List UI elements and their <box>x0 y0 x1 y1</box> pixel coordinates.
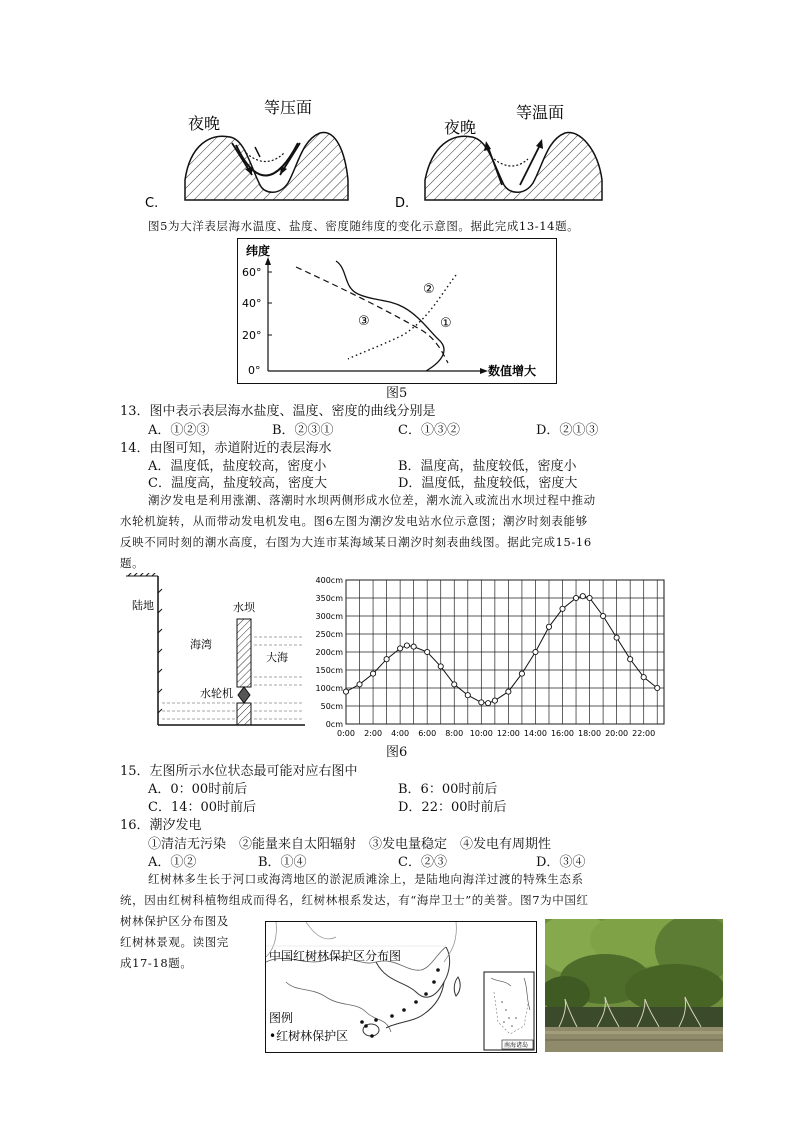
q15-option-a[interactable]: A．0：00时前后 <box>148 782 248 797</box>
figure5-chart <box>238 239 556 383</box>
q14-stem: 14．由图可知，赤道附近的表层海水 <box>120 441 332 456</box>
x-tick-label: 12:00 <box>496 729 520 738</box>
fig6-turbine-label: 水轮机 <box>200 687 233 700</box>
q13-option-d[interactable]: D．②①③ <box>536 423 599 438</box>
d-night-label: 夜晚 <box>444 118 477 137</box>
figure6-right <box>312 574 672 744</box>
figure7-map <box>265 921 537 1053</box>
q15-option-d[interactable]: D．22：00时前后 <box>398 800 507 815</box>
x-tick-label: 18:00 <box>578 729 602 738</box>
q15-option-c[interactable]: C．14：00时前后 <box>148 800 257 815</box>
fig6-dam-label: 水坝 <box>233 601 255 614</box>
tide-paragraph-line1: 潮汐发电是利用涨潮、落潮时水坝两侧形成水位差，潮水流入或流出水坝过程中推动 <box>148 493 596 507</box>
mangrove-paragraph-line4: 红树林景观。读图完 <box>120 935 229 949</box>
tide-data-point <box>506 689 511 694</box>
x-tick-label: 2:00 <box>364 729 383 738</box>
fig6-land-label: 陆地 <box>132 599 154 612</box>
q16-stem: 16．潮汐发电 <box>120 818 202 833</box>
fig6-sea-label: 大海 <box>266 651 288 664</box>
c-night-label: 夜晚 <box>188 114 221 133</box>
mangrove-photo-drawing <box>545 919 723 1052</box>
fig5-xlabel: 数值增大 <box>488 364 537 378</box>
x-tick-label: 6:00 <box>418 729 437 738</box>
x-tick-label: 22:00 <box>632 729 656 738</box>
tide-series-line <box>346 596 657 703</box>
x-tick-label: 8:00 <box>445 729 464 738</box>
figure-d <box>390 95 620 215</box>
q14-option-d[interactable]: D．温度低，盐度较低，密度大 <box>398 476 578 491</box>
tide-paragraph-line4: 题。 <box>120 556 145 570</box>
q13-option-c[interactable]: C．①③② <box>398 423 460 438</box>
d-letter: D. <box>395 196 410 211</box>
q13-option-b[interactable]: B．②③① <box>272 423 334 438</box>
c-isobar-label: 等压面 <box>264 98 313 117</box>
tide-data-point <box>343 689 348 694</box>
fig5-label-3: ③ <box>358 314 370 329</box>
tide-data-point <box>485 701 490 706</box>
figure5 <box>237 238 557 384</box>
y-tick-label: 350cm <box>315 594 343 603</box>
q16-option-a[interactable]: A．①② <box>148 855 197 870</box>
tide-paragraph-line2: 水轮机旋转，从而带动发电机发电。图6左图为潮汐发电站水位示意图；潮汐时刻表能够 <box>120 514 588 528</box>
tide-data-point <box>370 671 375 676</box>
y-tick-label: 200cm <box>315 648 343 657</box>
tide-data-point <box>628 657 633 662</box>
tide-data-point <box>404 643 409 648</box>
mangrove-paragraph-line5: 成17-18题。 <box>120 956 193 970</box>
tide-data-point <box>533 649 538 654</box>
fig5-tick-20: 20° <box>242 329 262 342</box>
q14-option-b[interactable]: B．温度高，盐度较低，密度小 <box>398 459 577 474</box>
y-tick-label: 0cm <box>325 720 343 729</box>
x-tick-label: 14:00 <box>523 729 547 738</box>
x-tick-label: 4:00 <box>391 729 410 738</box>
fig5-tick-0: 0° <box>248 364 261 377</box>
inset-label: 南海诸岛 <box>504 1042 529 1049</box>
tide-data-point <box>425 649 430 654</box>
y-tick-label: 300cm <box>315 612 343 621</box>
fig5-caption: 图5 <box>386 386 408 401</box>
q16-statements: ①清洁无污染 ②能量来自太阳辐射 ③发电量稳定 ④发电有周期性 <box>148 837 552 852</box>
tide-data-point <box>519 671 524 676</box>
figure6-left <box>120 573 310 733</box>
tide-data-point <box>384 657 389 662</box>
x-tick-label: 0:00 <box>337 729 355 738</box>
y-tick-label: 100cm <box>315 684 343 693</box>
fig6-bay-label: 海湾 <box>190 638 212 651</box>
fig5-tick-40: 40° <box>242 297 262 310</box>
figure-c-diagram <box>140 95 360 215</box>
d-isotherm-label: 等温面 <box>516 103 565 122</box>
mangrove-paragraph-line1: 红树林多生长于河口或海湾地区的淤泥质滩涂上，是陆地向海洋过渡的特殊生态系 <box>148 872 584 886</box>
tide-chart <box>312 574 672 744</box>
fig5-tick-60: 60° <box>242 266 262 279</box>
tide-data-point <box>580 594 585 599</box>
tide-paragraph-line3: 反映不同时刻的潮水高度，右图为大连市某海域某日潮汐时刻表曲线图。据此完成15-16 <box>120 535 592 549</box>
tide-data-point <box>560 606 565 611</box>
mangrove-map <box>266 922 536 1052</box>
tide-data-point <box>601 613 606 618</box>
tide-data-point <box>479 700 484 705</box>
x-tick-label: 10:00 <box>469 729 493 738</box>
y-tick-label: 250cm <box>315 630 343 639</box>
y-tick-label: 150cm <box>315 666 343 675</box>
intro-figure5: 图5为大洋表层海水温度、盐度、密度随纬度的变化示意图。据此完成13-14题。 <box>148 219 580 233</box>
q16-option-b[interactable]: B．①④ <box>258 855 307 870</box>
c-letter: C. <box>145 196 159 211</box>
mangrove-paragraph-line3: 树林保护区分布图及 <box>120 914 229 928</box>
tide-data-point <box>357 682 362 687</box>
tide-data-point <box>492 698 497 703</box>
q15-option-b[interactable]: B．6：00时前后 <box>398 782 498 797</box>
q15-stem: 15．左图所示水位状态最可能对应右图中 <box>120 764 358 779</box>
fig6-caption: 图6 <box>386 745 408 760</box>
map-title: 中国红树林保护区分布图 <box>269 949 402 963</box>
fig5-label-1: ① <box>440 316 452 331</box>
q16-option-c[interactable]: C．②③ <box>398 855 447 870</box>
map-legend-title: 图例 <box>269 1011 294 1025</box>
mangrove-photo <box>545 919 723 1052</box>
tide-data-point <box>573 595 578 600</box>
map-legend-item: •红树林保护区 <box>269 1029 349 1043</box>
figure-d-diagram <box>390 95 620 215</box>
x-tick-label: 20:00 <box>605 729 629 738</box>
q14-option-c[interactable]: C．温度高，盐度较高，密度大 <box>148 476 327 491</box>
fig5-ylabel: 纬度 <box>246 244 271 258</box>
q14-option-a[interactable]: A．温度低，盐度较高，密度小 <box>148 459 327 474</box>
figure6-left-diagram <box>120 573 310 733</box>
fig5-curve-1 <box>336 261 444 371</box>
mangrove-paragraph-line2: 统，因由红树科植物组成而得名，红树林根系发达，有“海岸卫士”的美誉。图7为中国红 <box>120 893 589 907</box>
fig5-label-2: ② <box>423 282 435 297</box>
tide-data-point <box>614 635 619 640</box>
tide-data-point <box>587 595 592 600</box>
tide-data-point <box>546 624 551 629</box>
y-tick-label: 400cm <box>315 576 343 585</box>
figure-c <box>140 95 360 215</box>
tide-data-point <box>398 646 403 651</box>
q13-stem: 13．图中表示表层海水盐度、温度、密度的曲线分别是 <box>120 404 436 419</box>
tide-data-point <box>641 675 646 680</box>
q16-option-d[interactable]: D．③④ <box>536 855 586 870</box>
tide-data-point <box>411 644 416 649</box>
tide-data-point <box>452 682 457 687</box>
tide-data-point <box>655 685 660 690</box>
y-tick-label: 50cm <box>320 702 343 711</box>
tide-data-point <box>438 664 443 669</box>
x-tick-label: 16:00 <box>550 729 575 738</box>
q13-option-a[interactable]: A．①②③ <box>148 423 210 438</box>
tide-data-point <box>465 693 470 698</box>
